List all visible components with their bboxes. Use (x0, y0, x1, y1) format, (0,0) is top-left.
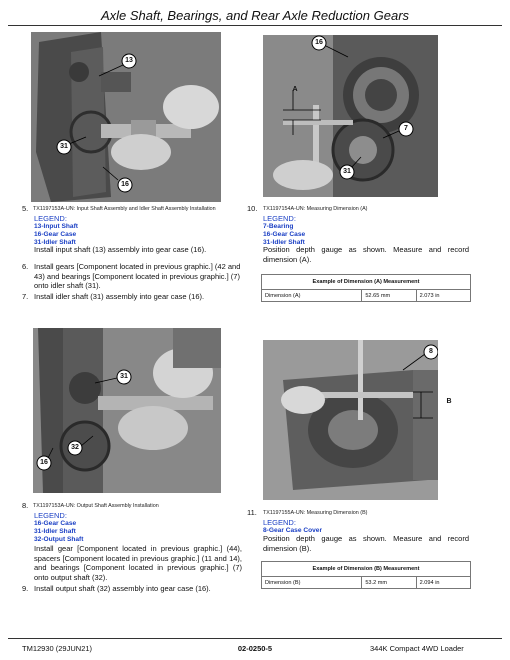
step-8-number: 8. (22, 501, 29, 510)
step-10-number: 10. (247, 204, 258, 213)
callout-a: A (292, 86, 298, 93)
step-5-legend (34, 223, 78, 247)
step-7-number: 7. (22, 292, 29, 301)
table-header: Example of Dimension (B) Measurement (262, 562, 471, 577)
legend-item: 16-Gear Case (34, 231, 77, 238)
step-10-legend (263, 223, 305, 247)
legend-item: 16-Gear Case (34, 520, 77, 527)
table-header: Example of Dimension (A) Measurement (262, 275, 471, 290)
step-9-text: Install output shaft (32) assembly into gear case (16). (34, 584, 211, 593)
callouts-step-11 (263, 340, 438, 500)
step-11-number: 11. (247, 508, 257, 517)
table-cell: 52.65 mm (362, 290, 416, 302)
callout-16: 16 (315, 39, 323, 46)
table-cell: 2.073 in (416, 290, 470, 302)
table-cell: Dimension (A) (262, 290, 362, 302)
dimension-b-table (261, 561, 471, 589)
step-8-legend (34, 520, 83, 544)
step-8-legend-title: LEGEND: (34, 511, 67, 520)
dimension-a-table (261, 274, 471, 302)
legend-item: 31-Idler Shaft (34, 239, 76, 246)
legend-item: 32-Output Shaft (34, 536, 84, 543)
step-10-text: Position depth gauge as shown. Measure and record dimension (A). (263, 245, 469, 264)
step-6-text: Install gears [Component located in previous graphic.] (42 and 43) and bearings [Component located in previous graphic.] (7) onto idler shaft (31). (34, 262, 241, 290)
table-cell: 2.094 in (416, 577, 470, 589)
callout-b: B (446, 398, 452, 405)
callout-7: 7 (404, 125, 408, 132)
callout-13: 13 (125, 57, 133, 64)
step-5-text: Install input shaft (13) assembly into gear case (16). (34, 245, 207, 254)
step-5-caption: TX1197153A-UN: Input Shaft Assembly and Idler Shaft Assembly Installation (33, 206, 216, 212)
step-11-text: Position depth gauge as shown. Measure and record dimension (B). (263, 534, 469, 553)
header-rule (8, 25, 502, 26)
step-8-text: Install gear [Component located in previous graphic.] (44), spacers [Component located in previous graphic.] (11 and 14), and bearings [Component located in previous graphic.] (7) onto output shaft (32). (34, 544, 242, 582)
step-9-number: 9. (22, 584, 29, 593)
callout-31: 31 (343, 168, 351, 175)
legend-item: 7-Bearing (263, 223, 294, 230)
legend-item: 31-Idler Shaft (34, 528, 76, 535)
footer-machine-name: 344K Compact 4WD Loader (370, 644, 464, 653)
callout-31: 31 (60, 143, 68, 150)
step-10-legend-title: LEGEND: (263, 214, 296, 223)
table-cell: Dimension (B) (262, 577, 362, 589)
step-5-number: 5. (22, 204, 29, 213)
callout-8: 8 (429, 348, 433, 355)
step-6-number: 6. (22, 262, 29, 271)
callout-31: 31 (120, 373, 128, 380)
footer-page-number: 02-0250-5 (237, 644, 273, 653)
callout-16: 16 (121, 181, 129, 188)
table-row (262, 290, 471, 302)
callout-16: 16 (40, 459, 48, 466)
footer-doc-id: TM12930 (29JUN21) (22, 644, 93, 653)
callout-32: 32 (71, 444, 79, 451)
legend-item: 16-Gear Case (263, 231, 306, 238)
callouts-step-8 (33, 328, 221, 493)
step-11-caption: TX1197155A-UN: Measuring Dimension (B) (263, 510, 368, 516)
legend-item: 13-Input Shaft (34, 223, 78, 230)
table-row (262, 577, 471, 589)
footer-rule (8, 638, 502, 639)
page-title: Axle Shaft, Bearings, and Rear Axle Reduction Gears (100, 8, 410, 23)
step-10-caption: TX1197154A-UN: Measuring Dimension (A) (263, 206, 368, 212)
table-cell: 53.2 mm (362, 577, 416, 589)
legend-item: 8-Gear Case Cover (263, 527, 323, 534)
step-8-caption: TX1197153A-UN: Output Shaft Assembly Installation (33, 503, 159, 509)
legend-item: 31-Idler Shaft (263, 239, 305, 246)
step-5-legend-title: LEGEND: (34, 214, 67, 223)
step-11-legend-title: LEGEND: (263, 518, 296, 527)
step-7-text: Install idler shaft (31) assembly into gear case (16). (34, 292, 205, 301)
